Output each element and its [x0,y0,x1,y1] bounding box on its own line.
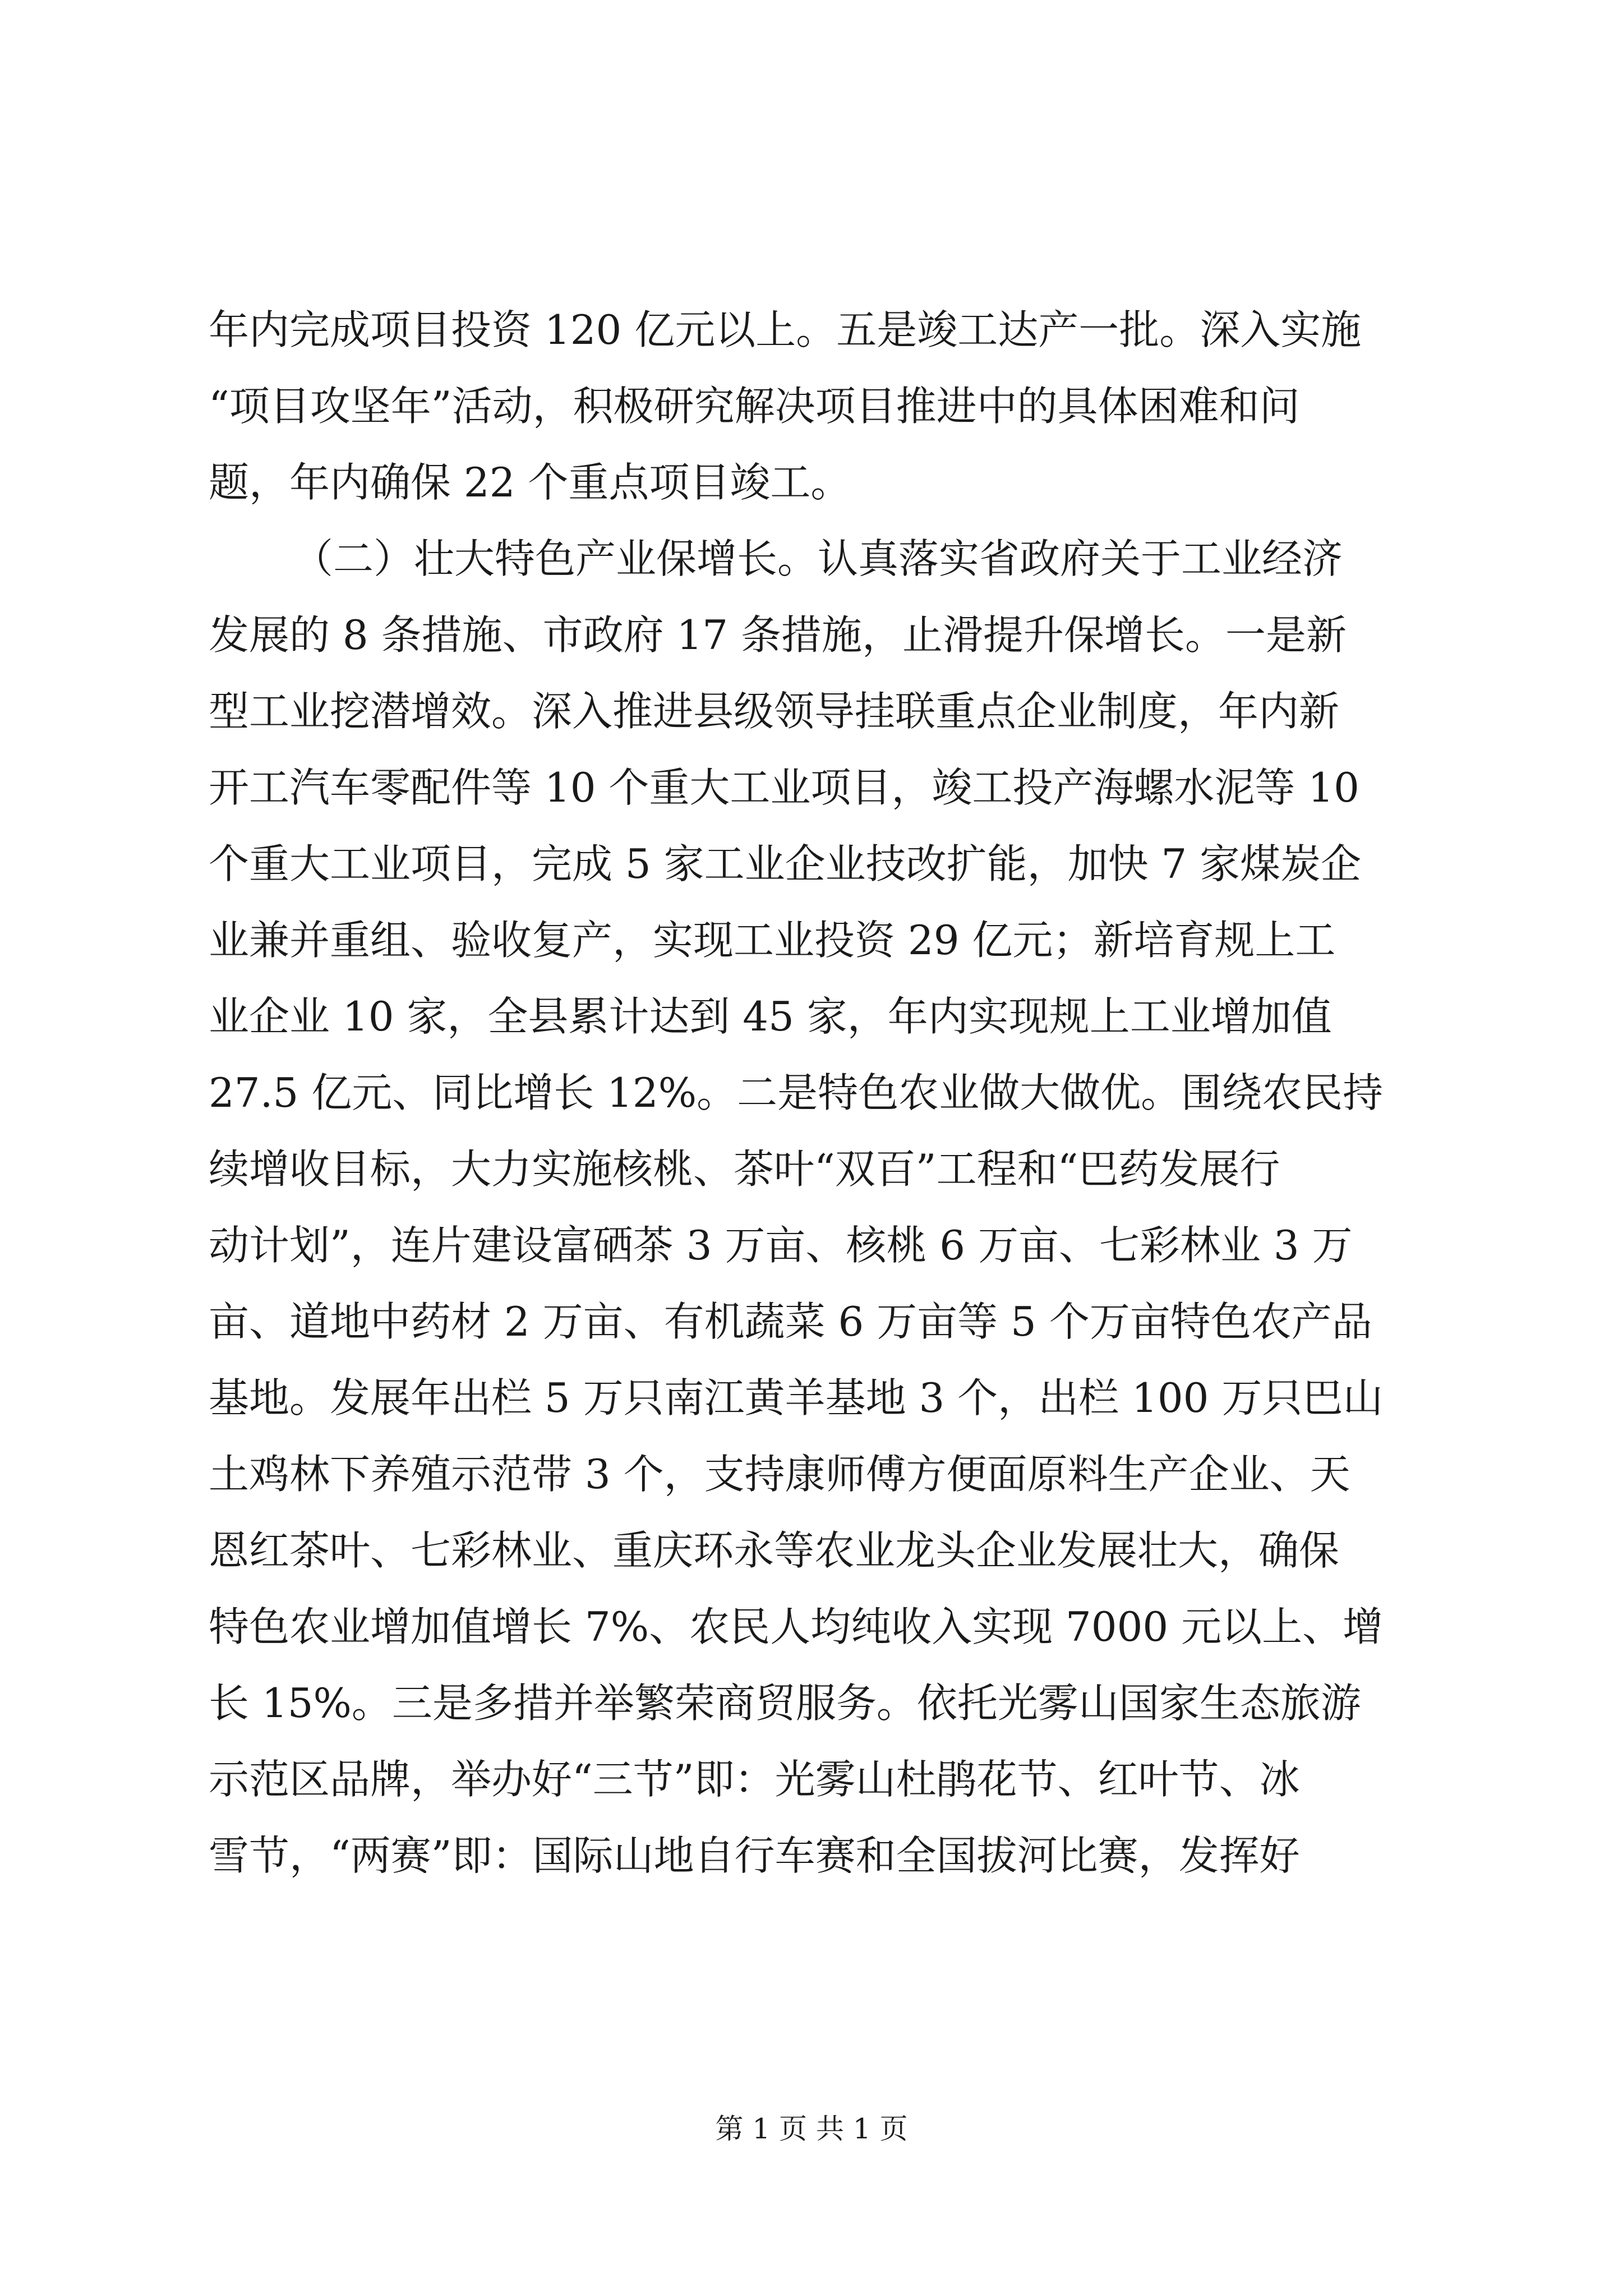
text-line-19: 长 15%。三是多措并举繁荣商贸服务。依托光雾山国家生态旅游 [209,1680,1361,1727]
text-line-21: 雪节，“两赛”即：国际山地自行车赛和全国拔河比赛，发挥好 [209,1832,1300,1879]
text-line-10: 业企业 10 家，全县累计达到 45 家，年内实现规上工业增加值 [209,993,1332,1040]
text-line-20: 示范区品牌，举办好“三节”即：光雾山杜鹃花节、红叶节、冰 [209,1756,1300,1803]
text-line-9: 业兼并重组、验收复产，实现工业投资 29 亿元；新培育规上工 [209,917,1336,964]
section-heading-line: （二）壮大特色产业保增长。认真落实省政府关于工业经济 [293,535,1343,582]
text-line-12: 续增收目标，大力实施核桃、茶叶“双百”工程和“巴药发展行 [209,1145,1280,1193]
text-line-5: 发展的 8 条措施、市政府 17 条措施，止滑提升保增长。一是新 [209,611,1347,659]
text-line-8: 个重大工业项目，完成 5 家工业企业技改扩能，加快 7 家煤炭企 [209,840,1362,887]
text-line-15: 基地。发展年出栏 5 万只南江黄羊基地 3 个，出栏 100 万只巴山 [209,1374,1384,1421]
text-line-1: 年内完成项目投资 120 亿元以上。五是竣工达产一批。深入实施 [209,306,1362,353]
text-line-18: 特色农业增加值增长 7%、农民人均纯收入实现 7000 元以上、增 [209,1603,1384,1650]
text-line-16: 土鸡林下养殖示范带 3 个，支持康师傅方便面原料生产企业、天 [209,1451,1350,1498]
text-line-7: 开工汽车零配件等 10 个重大工业项目，竣工投产海螺水泥等 10 [209,764,1359,811]
page-footer: 第 1 页 共 1 页 [715,2113,908,2145]
text-line-6: 型工业挖潜增效。深入推进县级领导挂联重点企业制度，年内新 [209,688,1340,735]
text-line-11: 27.5 亿元、同比增长 12%。二是特色农业做大做优。围绕农民持 [209,1069,1384,1116]
text-line-2: “项目攻坚年”活动，积极研究解决项目推进中的具体困难和问 [209,383,1300,430]
text-line-14: 亩、道地中药材 2 万亩、有机蔬菜 6 万亩等 5 个万亩特色农产品 [209,1298,1372,1345]
text-line-3: 题，年内确保 22 个重点项目竣工。 [209,459,851,506]
text-line-13: 动计划”，连片建设富硒茶 3 万亩、核桃 6 万亩、七彩林业 3 万 [209,1222,1353,1269]
text-line-17: 恩红茶叶、七彩林业、重庆环永等农业龙头企业发展壮大，确保 [209,1527,1340,1574]
